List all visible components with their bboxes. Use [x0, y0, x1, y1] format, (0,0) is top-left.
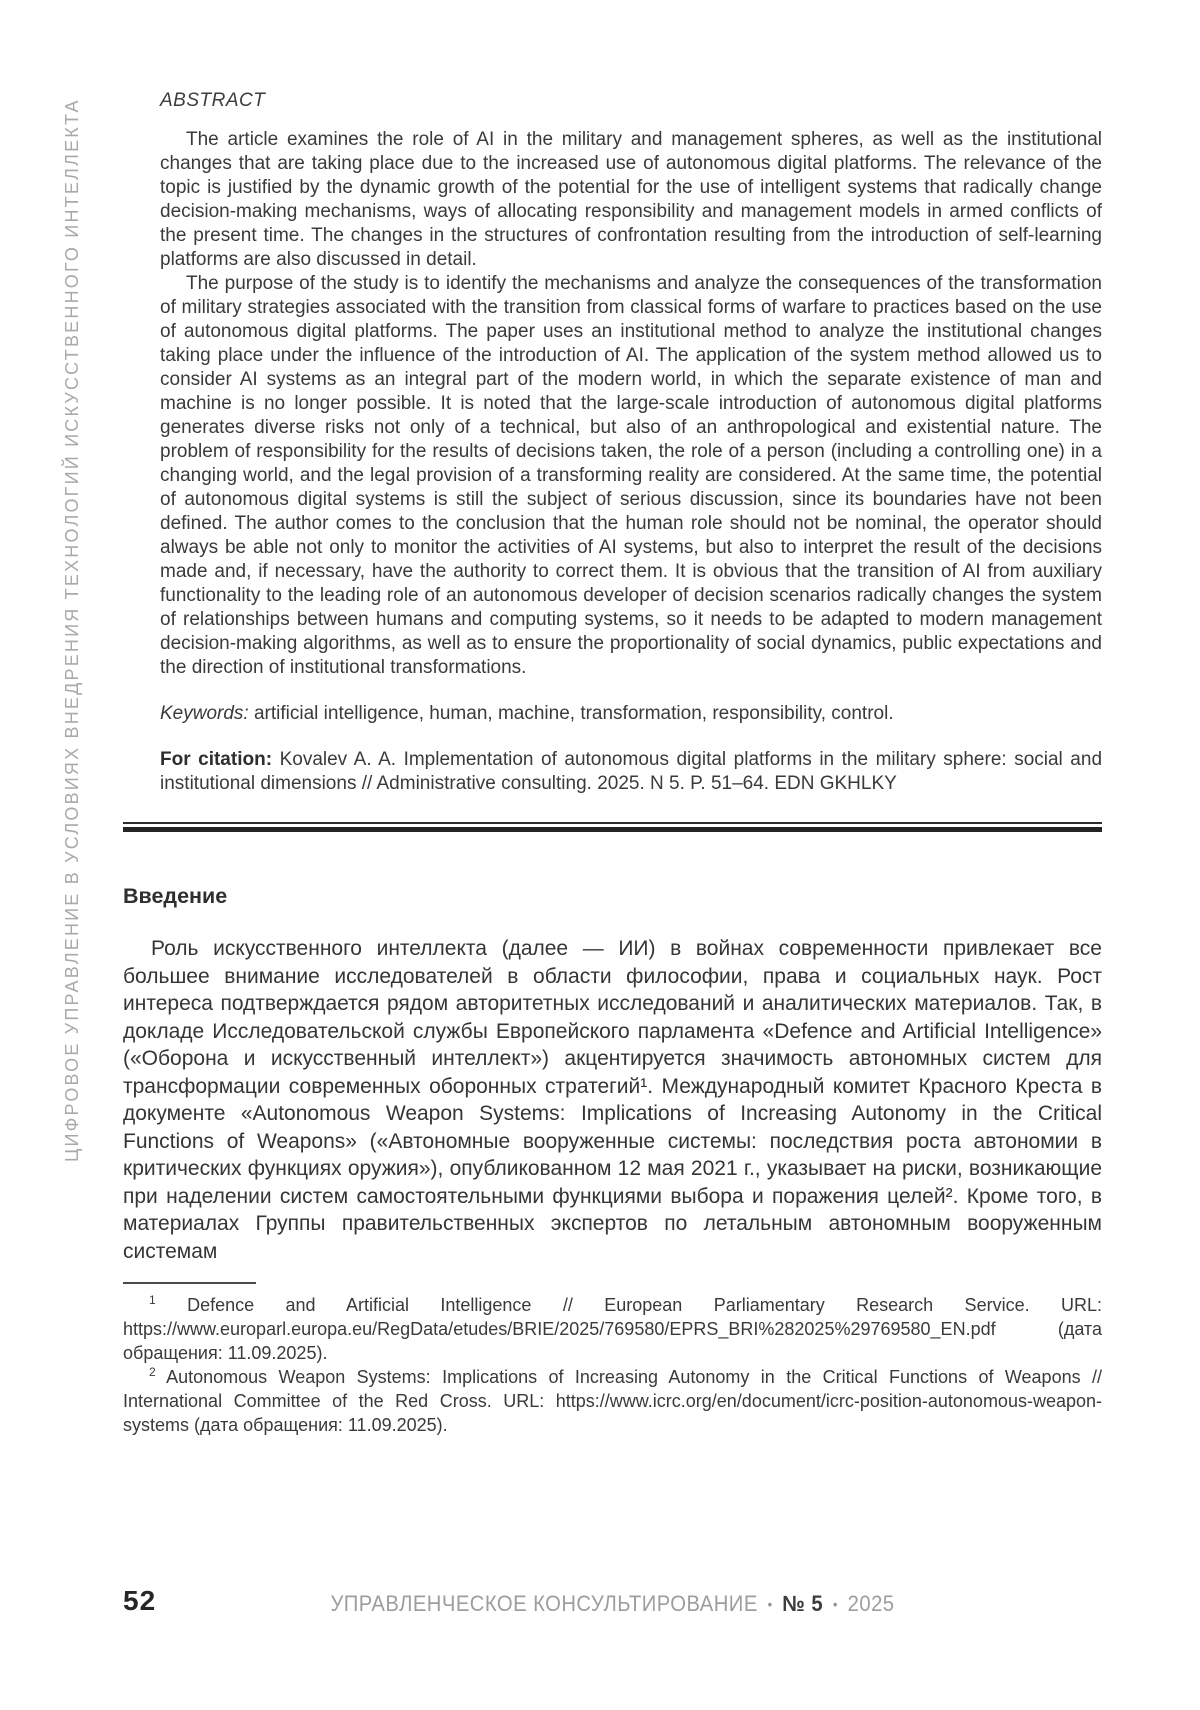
footnote-1	[123, 1293, 1102, 1365]
publication-year: 2025	[847, 1591, 895, 1616]
abstract-heading: ABSTRACT	[160, 90, 266, 111]
section-divider-double-rule	[123, 822, 1102, 832]
page-number: 52	[123, 1585, 157, 1616]
citation-label: For citation:	[160, 749, 273, 770]
footnotes-block	[123, 1293, 1102, 1437]
abstract-paragraph-2: The purpose of the study is to identify the mechanisms and analyze the consequences of the transformation of military strategies associated with the transition from classical forms of warfare to practices based on the use of autonomous digital platforms. The paper uses an institutional method to analyze the institutional changes taking place under the influence of the introduction of AI. The application of the system method allowed us to consider AI systems as an integral part of the modern world, in which the separate existence of man and machine is no longer possible. It is noted that the large-scale introduction of autonomous digital platforms generates diverse risks not only of a technical, but also of an anthropological and existential nature. The problem of responsibility for the results of decisions taken, the role of a person (including a controlling one) in a changing world, and the legal provision of a transforming reality are considered. At the same time, the potential of autonomous digital systems is still the subject of serious discussion, since its boundaries have not been defined. The author comes to the conclusion that the human role should not be nominal, the operator should always be able not only to monitor the activities of AI systems, but also to interpret the result of the decisions made and, if necessary, have the authority to correct them. It is obvious that the transition of AI from auxiliary functionality to the leading role of an autonomous developer of decision scenarios radically changes the system of relationships between humans and computing systems, so it needs to be adapted to modern management decision-making algorithms, as well as to ensure the proportionality of social dynamics, public expectations and the direction of institutional transformations.	[160, 273, 1102, 678]
abstract-block	[160, 90, 1102, 796]
journal-footer	[162, 1591, 1063, 1617]
page-content	[123, 90, 1102, 1437]
footnote-separator-line	[123, 1282, 256, 1284]
footnote-2	[123, 1365, 1102, 1437]
abstract-paragraph-1: The article examines the role of AI in the military and management spheres, as well as the institutional changes that are taking place due to the increased use of autonomous digital platforms. The relevance of the topic is justified by the dynamic growth of the potential for the use of intelligent systems that radically change decision-making mechanisms, ways of allocating responsibility and management models in armed conflicts of the present time. The changes in the structures of confrontation resulting from the introduction of self-learning platforms are also discussed in detail.	[160, 129, 1102, 270]
footnote-1-text: Defence and Artificial Intelligence // European Parliamentary Research Service. URL: https://www.europarl.europa.eu/RegData/etudes/BRIE/2025/769580/EPRS_BRI%282025%29769580_EN.pdf (дата обращения: 11.09.2025).	[123, 1295, 1102, 1363]
keywords-line	[160, 702, 1102, 726]
footnote-1-marker: 1	[149, 1293, 156, 1307]
keywords-text: artificial intelligence, human, machine, transformation, responsibility, control.	[253, 703, 894, 724]
divider-thick-line	[123, 827, 1102, 832]
footer-separator-dot: •	[767, 1596, 773, 1612]
footer-separator-dot: •	[832, 1596, 838, 1612]
journal-title: УПРАВЛЕНЧЕСКОЕ КОНСУЛЬТИРОВАНИЕ	[330, 1591, 758, 1616]
citation-text: Kovalev A. A. Implementation of autonomous digital platforms in the military sphere: social and institutional dimensions // Administrative consulting. 2025. N 5. P. 51–64. EDN GKHLKY	[160, 749, 1103, 794]
divider-thin-line	[123, 822, 1102, 824]
section-heading-introduction: Введение	[123, 884, 228, 908]
introduction-paragraph: Роль искусственного интеллекта (далее — ИИ) в войнах современности привлекает все большее внимание исследователей в области философии, права и социальных наук. Рост интереса подтверждается рядом авторитетных исследований и аналитических материалов. Так, в докладе Исследовательской службы Европейского парламента «Defence and Artificial Intelligence» («Оборона и искусственный интеллект») акцентируется значимость автономных систем для трансформации современных оборонных стратегий¹. Международный комитет Красного Креста в документе «Autonomous Weapon Systems: Implications of Increasing Autonomy in the Critical Functions of Weapons» («Автономные вооруженные системы: последствия роста автономии в критических функциях оружия»), опубликованном 12 мая 2021 г., указывает на риски, возникающие при наделении систем самостоятельными функциями выбора и поражения целей². Кроме того, в материалах Группы правительственных экспертов по летальным автономным вооруженным системам	[123, 937, 1102, 1263]
citation-line	[160, 748, 1102, 796]
issue-number: № 5	[782, 1591, 824, 1616]
footnote-2-marker: 2	[149, 1365, 156, 1379]
keywords-label: Keywords:	[160, 703, 249, 724]
journal-section-vertical-label: ЦИФРОВОЕ УПРАВЛЕНИЕ В УСЛОВИЯХ ВНЕДРЕНИЯ ТЕХНОЛОГИЙ ИСКУССТВЕННОГО ИНТЕЛЛЕКТА	[62, 98, 82, 1162]
footnote-2-text: Autonomous Weapon Systems: Implications of Increasing Autonomy in the Critical Functions of Weapons // International Committee of the Red Cross. URL: https://www.icrc.org/en/document/icrc-position-autonomous-weapon-systems (дата обращения: 11.09.2025).	[123, 1367, 1102, 1435]
